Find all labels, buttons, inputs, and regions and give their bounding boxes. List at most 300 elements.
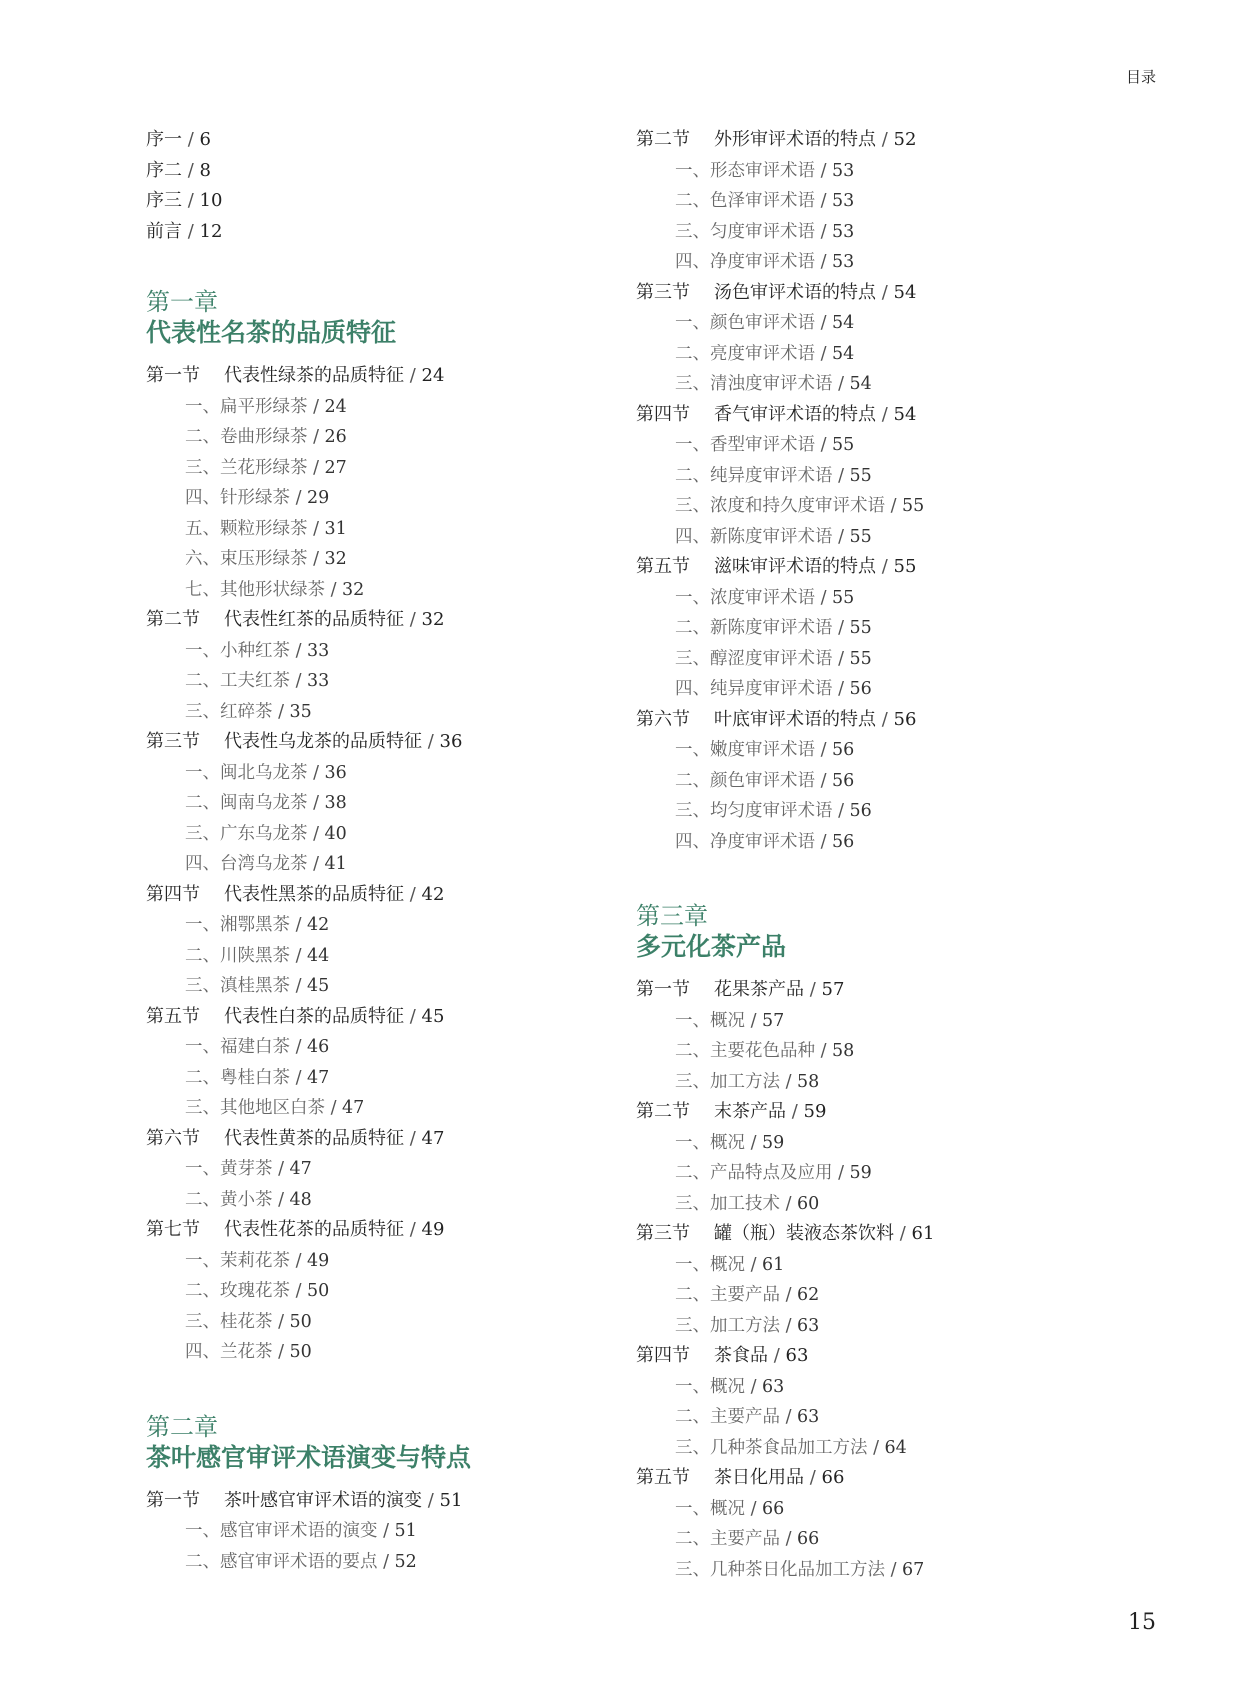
- page-separator: /: [815, 740, 833, 760]
- entry-page: 54: [849, 374, 872, 394]
- entry-title: 代表性白茶的品质特征: [224, 1005, 404, 1027]
- entry-title: 一、福建白茶: [185, 1037, 290, 1057]
- page-separator: /: [832, 374, 850, 394]
- section-link[interactable]: [146, 605, 616, 636]
- entry-page: 6: [199, 129, 211, 150]
- section-number: 第三节: [636, 281, 690, 303]
- page-separator: /: [768, 1345, 786, 1366]
- page-separator: /: [290, 1037, 308, 1057]
- entry-title: 三、加工方法: [675, 1315, 780, 1336]
- page-separator: /: [290, 915, 308, 935]
- section-number: 第五节: [636, 556, 690, 577]
- entry-page: 66: [762, 1498, 785, 1519]
- spacer: [146, 247, 616, 275]
- page-separator: /: [832, 1163, 850, 1183]
- entry-page: 45: [421, 1005, 445, 1027]
- entry-page: 57: [762, 1010, 785, 1031]
- entry-page: 44: [307, 945, 330, 966]
- page-separator: /: [876, 129, 894, 150]
- entry-title: 四、净度审评术语: [675, 831, 815, 852]
- toc-right-column: [636, 125, 1106, 1585]
- subsection-link[interactable]: [146, 910, 616, 941]
- subsection-link[interactable]: [636, 339, 1106, 370]
- section-link[interactable]: [146, 1215, 616, 1246]
- section-number: 第三节: [636, 1223, 690, 1244]
- entry-page: 47: [342, 1098, 365, 1118]
- entry-title: 三、清浊度审评术语: [675, 374, 833, 394]
- page-separator: /: [780, 1315, 798, 1336]
- chapter-number: 第二章: [146, 1412, 218, 1441]
- entry-page: 27: [324, 457, 347, 478]
- section-link[interactable]: [636, 1097, 1106, 1128]
- entry-title: 代表性红茶的品质特征: [224, 609, 404, 630]
- section-link[interactable]: [146, 1486, 616, 1517]
- entry-page: 63: [762, 1376, 785, 1397]
- entry-page: 55: [832, 435, 855, 455]
- page-separator: /: [290, 976, 308, 996]
- subsection-link[interactable]: [146, 1547, 616, 1578]
- page-separator: /: [307, 823, 325, 844]
- entry-title: 一、颜色审评术语: [675, 313, 815, 333]
- page-separator: /: [290, 1250, 308, 1271]
- page-separator: /: [745, 1132, 763, 1153]
- page-separator: /: [404, 883, 422, 905]
- subsection-link[interactable]: [146, 422, 616, 453]
- entry-page: 55: [849, 618, 872, 638]
- entry-title: 三、醇涩度审评术语: [675, 648, 833, 669]
- page-separator: /: [832, 618, 850, 638]
- subsection-link[interactable]: [146, 849, 616, 880]
- chapter-heading: [636, 901, 1106, 963]
- subsection-link[interactable]: [636, 1158, 1106, 1189]
- subsection-link[interactable]: [146, 575, 616, 606]
- entry-page: 56: [849, 801, 872, 821]
- entry-title: 茶日化用品: [714, 1467, 804, 1488]
- entry-page: 63: [785, 1345, 809, 1366]
- entry-title: 二、主要花色品种: [675, 1041, 815, 1061]
- entry-page: 63: [797, 1407, 820, 1427]
- section-link[interactable]: [636, 1341, 1106, 1372]
- subsection-link[interactable]: [636, 461, 1106, 492]
- entry-title: 五、颗粒形绿茶: [185, 518, 308, 539]
- chapter-title: 代表性名茶的品质特征: [146, 318, 397, 347]
- front-matter-link[interactable]: [146, 217, 616, 248]
- entry-title: 二、亮度审评术语: [675, 343, 815, 364]
- entry-page: 54: [832, 343, 855, 364]
- entry-title: 二、主要产品: [675, 1529, 780, 1549]
- section-number: 第一节: [146, 1489, 200, 1511]
- subsection-link[interactable]: [146, 971, 616, 1002]
- page-separator: /: [290, 1067, 308, 1088]
- entry-page: 54: [893, 403, 917, 425]
- subsection-link[interactable]: [146, 666, 616, 697]
- entry-title: 外形审评术语的特点: [714, 129, 876, 150]
- entry-title: 一、概况: [675, 1010, 745, 1031]
- entry-page: 66: [821, 1467, 845, 1488]
- subsection-link[interactable]: [636, 1524, 1106, 1555]
- front-matter-link[interactable]: [146, 186, 616, 217]
- subsection-link[interactable]: [146, 697, 616, 728]
- subsection-link[interactable]: [636, 1433, 1106, 1464]
- subsection-link[interactable]: [636, 735, 1106, 766]
- subsection-link[interactable]: [636, 796, 1106, 827]
- entry-title: 罐（瓶）装液态茶饮料: [714, 1223, 894, 1244]
- page-separator: /: [876, 281, 894, 303]
- entry-page: 62: [797, 1285, 820, 1305]
- entry-page: 56: [832, 740, 855, 760]
- entry-page: 54: [893, 281, 917, 303]
- entry-page: 31: [324, 518, 347, 539]
- section-link[interactable]: [146, 880, 616, 911]
- page-separator: /: [290, 640, 308, 661]
- subsection-link[interactable]: [636, 369, 1106, 400]
- entry-title: 三、兰花形绿茶: [185, 457, 308, 478]
- entry-page: 67: [902, 1559, 925, 1580]
- entry-title: 花果茶产品: [714, 979, 804, 1000]
- entry-page: 49: [421, 1219, 445, 1240]
- entry-title: 二、新陈度审评术语: [675, 618, 833, 638]
- page-separator: /: [780, 1407, 798, 1427]
- subsection-link[interactable]: [636, 1189, 1106, 1220]
- section-link[interactable]: [146, 361, 616, 392]
- page-separator: /: [404, 365, 422, 386]
- entry-page: 47: [307, 1067, 330, 1088]
- section-link[interactable]: [636, 400, 1106, 431]
- entry-title: 三、几种茶日化品加工方法: [675, 1559, 885, 1580]
- page-number: 15: [1128, 1610, 1156, 1635]
- entry-title: 末茶产品: [714, 1101, 786, 1122]
- subsection-link[interactable]: [146, 941, 616, 972]
- entry-page: 56: [849, 679, 872, 699]
- section-link[interactable]: [146, 1124, 616, 1155]
- entry-page: 32: [421, 609, 445, 630]
- entry-page: 38: [324, 793, 347, 813]
- entry-title: 一、概况: [675, 1254, 745, 1275]
- entry-page: 54: [832, 313, 855, 333]
- entry-page: 26: [324, 427, 347, 447]
- page-separator: /: [325, 579, 343, 600]
- page-separator: /: [876, 556, 894, 577]
- subsection-link[interactable]: [636, 766, 1106, 797]
- section-number: 第二节: [636, 129, 690, 150]
- entry-title: 二、川陕黑茶: [185, 945, 290, 966]
- entry-title: 二、主要产品: [675, 1285, 780, 1305]
- page-separator: /: [307, 793, 325, 813]
- section-link[interactable]: [146, 727, 616, 758]
- subsection-link[interactable]: [146, 1307, 616, 1338]
- entry-page: 60: [797, 1193, 820, 1214]
- toc-left-column: [146, 125, 616, 1577]
- entry-page: 59: [803, 1101, 827, 1122]
- subsection-link[interactable]: [636, 156, 1106, 187]
- page-separator: /: [272, 701, 290, 722]
- entry-page: 52: [394, 1551, 417, 1572]
- subsection-link[interactable]: [636, 613, 1106, 644]
- section-link[interactable]: [636, 705, 1106, 736]
- subsection-link[interactable]: [636, 186, 1106, 217]
- subsection-link[interactable]: [146, 392, 616, 423]
- subsection-link[interactable]: [636, 1280, 1106, 1311]
- entry-title: 茶食品: [714, 1345, 768, 1366]
- entry-title: 六、束压形绿茶: [185, 549, 308, 569]
- front-matter-link[interactable]: [146, 125, 616, 156]
- subsection-link[interactable]: [636, 1494, 1106, 1525]
- entry-title: 一、嫩度审评术语: [675, 740, 815, 760]
- section-number: 第四节: [636, 1345, 690, 1366]
- page-separator: /: [876, 403, 894, 425]
- entry-page: 63: [797, 1315, 820, 1336]
- page-separator: /: [815, 1041, 833, 1061]
- page-separator: /: [832, 465, 850, 486]
- entry-page: 58: [832, 1041, 855, 1061]
- entry-page: 50: [289, 1311, 312, 1332]
- entry-page: 55: [849, 648, 872, 669]
- subsection-link[interactable]: [636, 644, 1106, 675]
- subsection-link[interactable]: [146, 1185, 616, 1216]
- entry-page: 58: [797, 1071, 820, 1092]
- section-link[interactable]: [636, 125, 1106, 156]
- subsection-link[interactable]: [146, 636, 616, 667]
- entry-page: 64: [884, 1437, 907, 1458]
- subsection-link[interactable]: [146, 758, 616, 789]
- page-separator: /: [867, 1437, 885, 1458]
- chapter-heading: [146, 1412, 616, 1474]
- page-separator: /: [894, 1223, 912, 1244]
- entry-title: 一、感官审评术语的演变: [185, 1521, 378, 1541]
- subsection-link[interactable]: [146, 544, 616, 575]
- page-separator: /: [832, 679, 850, 699]
- entry-page: 53: [832, 160, 855, 181]
- entry-page: 53: [832, 252, 855, 272]
- page-separator: /: [272, 1159, 290, 1179]
- entry-page: 32: [342, 579, 365, 600]
- entry-title: 一、黄芽茶: [185, 1159, 273, 1179]
- subsection-link[interactable]: [146, 514, 616, 545]
- subsection-link[interactable]: [146, 1093, 616, 1124]
- subsection-link[interactable]: [146, 788, 616, 819]
- page-separator: /: [815, 160, 833, 181]
- entry-page: 47: [289, 1159, 312, 1179]
- subsection-link[interactable]: [636, 583, 1106, 614]
- entry-page: 56: [893, 708, 917, 730]
- subsection-link[interactable]: [636, 1555, 1106, 1586]
- entry-title: 二、工夫红茶: [185, 671, 290, 691]
- subsection-link[interactable]: [636, 491, 1106, 522]
- subsection-link[interactable]: [146, 1337, 616, 1368]
- entry-title: 三、加工方法: [675, 1071, 780, 1092]
- section-number: 第五节: [146, 1005, 200, 1027]
- entry-page: 55: [902, 496, 925, 516]
- entry-page: 50: [289, 1342, 312, 1362]
- entry-title: 代表性乌龙茶的品质特征: [224, 731, 422, 752]
- entry-title: 三、广东乌龙茶: [185, 823, 308, 844]
- entry-title: 三、红碎茶: [185, 701, 273, 722]
- subsection-link[interactable]: [636, 1128, 1106, 1159]
- entry-page: 61: [911, 1223, 935, 1244]
- page-separator: /: [804, 979, 822, 1000]
- entry-title: 茶叶感官审评术语的演变: [224, 1489, 422, 1511]
- section-link[interactable]: [636, 1463, 1106, 1494]
- subsection-link[interactable]: [636, 827, 1106, 858]
- page-separator: /: [815, 252, 833, 272]
- entry-title: 三、浓度和持久度审评术语: [675, 496, 885, 516]
- subsection-link[interactable]: [636, 1036, 1106, 1067]
- subsection-link[interactable]: [636, 430, 1106, 461]
- page-separator: /: [182, 129, 200, 150]
- subsection-link[interactable]: [146, 819, 616, 850]
- entry-page: 8: [199, 159, 211, 181]
- subsection-link[interactable]: [146, 1276, 616, 1307]
- section-link[interactable]: [636, 975, 1106, 1006]
- entry-page: 36: [439, 731, 463, 752]
- entry-title: 三、均匀度审评术语: [675, 801, 833, 821]
- section-number: 第三节: [146, 731, 200, 752]
- entry-page: 45: [307, 976, 330, 996]
- entry-page: 51: [394, 1521, 417, 1541]
- section-number: 第二节: [636, 1101, 690, 1122]
- page-separator: /: [404, 609, 422, 630]
- page-separator: /: [307, 457, 325, 478]
- entry-title: 一、形态审评术语: [675, 160, 815, 181]
- subsection-link[interactable]: [146, 483, 616, 514]
- entry-title: 二、主要产品: [675, 1407, 780, 1427]
- subsection-link[interactable]: [146, 1154, 616, 1185]
- section-link[interactable]: [636, 1219, 1106, 1250]
- entry-page: 51: [439, 1489, 463, 1511]
- page-separator: /: [290, 1281, 308, 1301]
- entry-page: 42: [421, 883, 445, 905]
- entry-page: 55: [849, 526, 872, 547]
- entry-page: 10: [199, 190, 223, 211]
- entry-title: 滋味审评术语的特点: [714, 556, 876, 577]
- section-link[interactable]: [146, 1002, 616, 1033]
- entry-page: 29: [307, 488, 330, 508]
- section-number: 第七节: [146, 1219, 200, 1240]
- entry-title: 七、其他形状绿茶: [185, 579, 325, 600]
- entry-title: 前言: [146, 220, 182, 242]
- entry-title: 一、小种红茶: [185, 640, 290, 661]
- page-separator: /: [885, 496, 903, 516]
- entry-page: 35: [289, 701, 312, 722]
- page-separator: /: [780, 1529, 798, 1549]
- entry-page: 56: [832, 770, 855, 791]
- page-separator: /: [422, 731, 440, 752]
- entry-page: 12: [199, 220, 223, 242]
- subsection-link[interactable]: [636, 308, 1106, 339]
- page-separator: /: [804, 1467, 822, 1488]
- page-separator: /: [422, 1489, 440, 1511]
- entry-title: 四、纯异度审评术语: [675, 679, 833, 699]
- section-number: 第一节: [146, 365, 200, 386]
- page-separator: /: [815, 831, 833, 852]
- subsection-link[interactable]: [636, 1402, 1106, 1433]
- entry-page: 61: [762, 1254, 785, 1275]
- entry-title: 三、几种茶食品加工方法: [675, 1437, 868, 1458]
- page-separator: /: [815, 191, 833, 211]
- page-separator: /: [182, 220, 200, 242]
- entry-title: 四、针形绿茶: [185, 488, 290, 508]
- entry-title: 二、卷曲形绿茶: [185, 427, 308, 447]
- entry-title: 一、湘鄂黑茶: [185, 915, 290, 935]
- section-number: 第六节: [146, 1127, 200, 1149]
- entry-title: 四、净度审评术语: [675, 252, 815, 272]
- page-separator: /: [307, 549, 325, 569]
- chapter-number: 第三章: [636, 902, 708, 930]
- entry-page: 40: [324, 823, 347, 844]
- entry-page: 53: [832, 191, 855, 211]
- subsection-link[interactable]: [636, 522, 1106, 553]
- entry-page: 55: [893, 556, 917, 577]
- page-separator: /: [815, 343, 833, 364]
- section-number: 第四节: [146, 883, 200, 905]
- entry-title: 香气审评术语的特点: [714, 403, 876, 425]
- subsection-link[interactable]: [636, 1006, 1106, 1037]
- section-number: 第五节: [636, 1467, 690, 1488]
- subsection-link[interactable]: [636, 247, 1106, 278]
- subsection-link[interactable]: [636, 1311, 1106, 1342]
- page-separator: /: [786, 1101, 804, 1122]
- entry-page: 32: [324, 549, 347, 569]
- section-link[interactable]: [636, 552, 1106, 583]
- section-link[interactable]: [636, 278, 1106, 309]
- entry-title: 代表性黑茶的品质特征: [224, 883, 404, 905]
- page-separator: /: [307, 762, 325, 783]
- subsection-link[interactable]: [146, 453, 616, 484]
- section-number: 第六节: [636, 708, 690, 730]
- entry-title: 一、浓度审评术语: [675, 587, 815, 608]
- page-separator: /: [815, 435, 833, 455]
- entry-title: 三、滇桂黑茶: [185, 976, 290, 996]
- page-separator: /: [780, 1193, 798, 1214]
- entry-page: 66: [797, 1529, 820, 1549]
- subsection-link[interactable]: [636, 674, 1106, 705]
- entry-title: 一、扁平形绿茶: [185, 396, 308, 417]
- entry-page: 50: [307, 1281, 330, 1301]
- entry-page: 55: [849, 465, 872, 486]
- page-separator: /: [404, 1219, 422, 1240]
- running-header: 目录: [1125, 68, 1156, 86]
- page-separator: /: [745, 1010, 763, 1031]
- entry-title: 二、产品特点及应用: [675, 1163, 833, 1183]
- entry-title: 序一: [146, 129, 182, 150]
- section-number: 第一节: [636, 979, 690, 1000]
- page-separator: /: [885, 1559, 903, 1580]
- page-separator: /: [377, 1521, 395, 1541]
- page-separator: /: [815, 221, 833, 242]
- subsection-link[interactable]: [146, 1063, 616, 1094]
- subsection-link[interactable]: [636, 1067, 1106, 1098]
- entry-title: 代表性黄茶的品质特征: [224, 1127, 404, 1149]
- entry-page: 48: [289, 1189, 312, 1210]
- subsection-link[interactable]: [636, 1372, 1106, 1403]
- subsection-link[interactable]: [146, 1516, 616, 1547]
- subsection-link[interactable]: [146, 1032, 616, 1063]
- entry-title: 一、闽北乌龙茶: [185, 762, 308, 783]
- chapter-number: 第一章: [146, 288, 218, 316]
- entry-title: 代表性绿茶的品质特征: [224, 365, 404, 386]
- front-matter-link[interactable]: [146, 156, 616, 187]
- subsection-link[interactable]: [636, 1250, 1106, 1281]
- subsection-link[interactable]: [146, 1246, 616, 1277]
- entry-page: 41: [324, 854, 347, 874]
- subsection-link[interactable]: [636, 217, 1106, 248]
- entry-title: 二、颜色审评术语: [675, 770, 815, 791]
- page-separator: /: [745, 1498, 763, 1519]
- page-separator: /: [272, 1342, 290, 1362]
- chapter-heading: [146, 287, 616, 349]
- entry-title: 二、感官审评术语的要点: [185, 1551, 378, 1572]
- entry-page: 55: [832, 587, 855, 608]
